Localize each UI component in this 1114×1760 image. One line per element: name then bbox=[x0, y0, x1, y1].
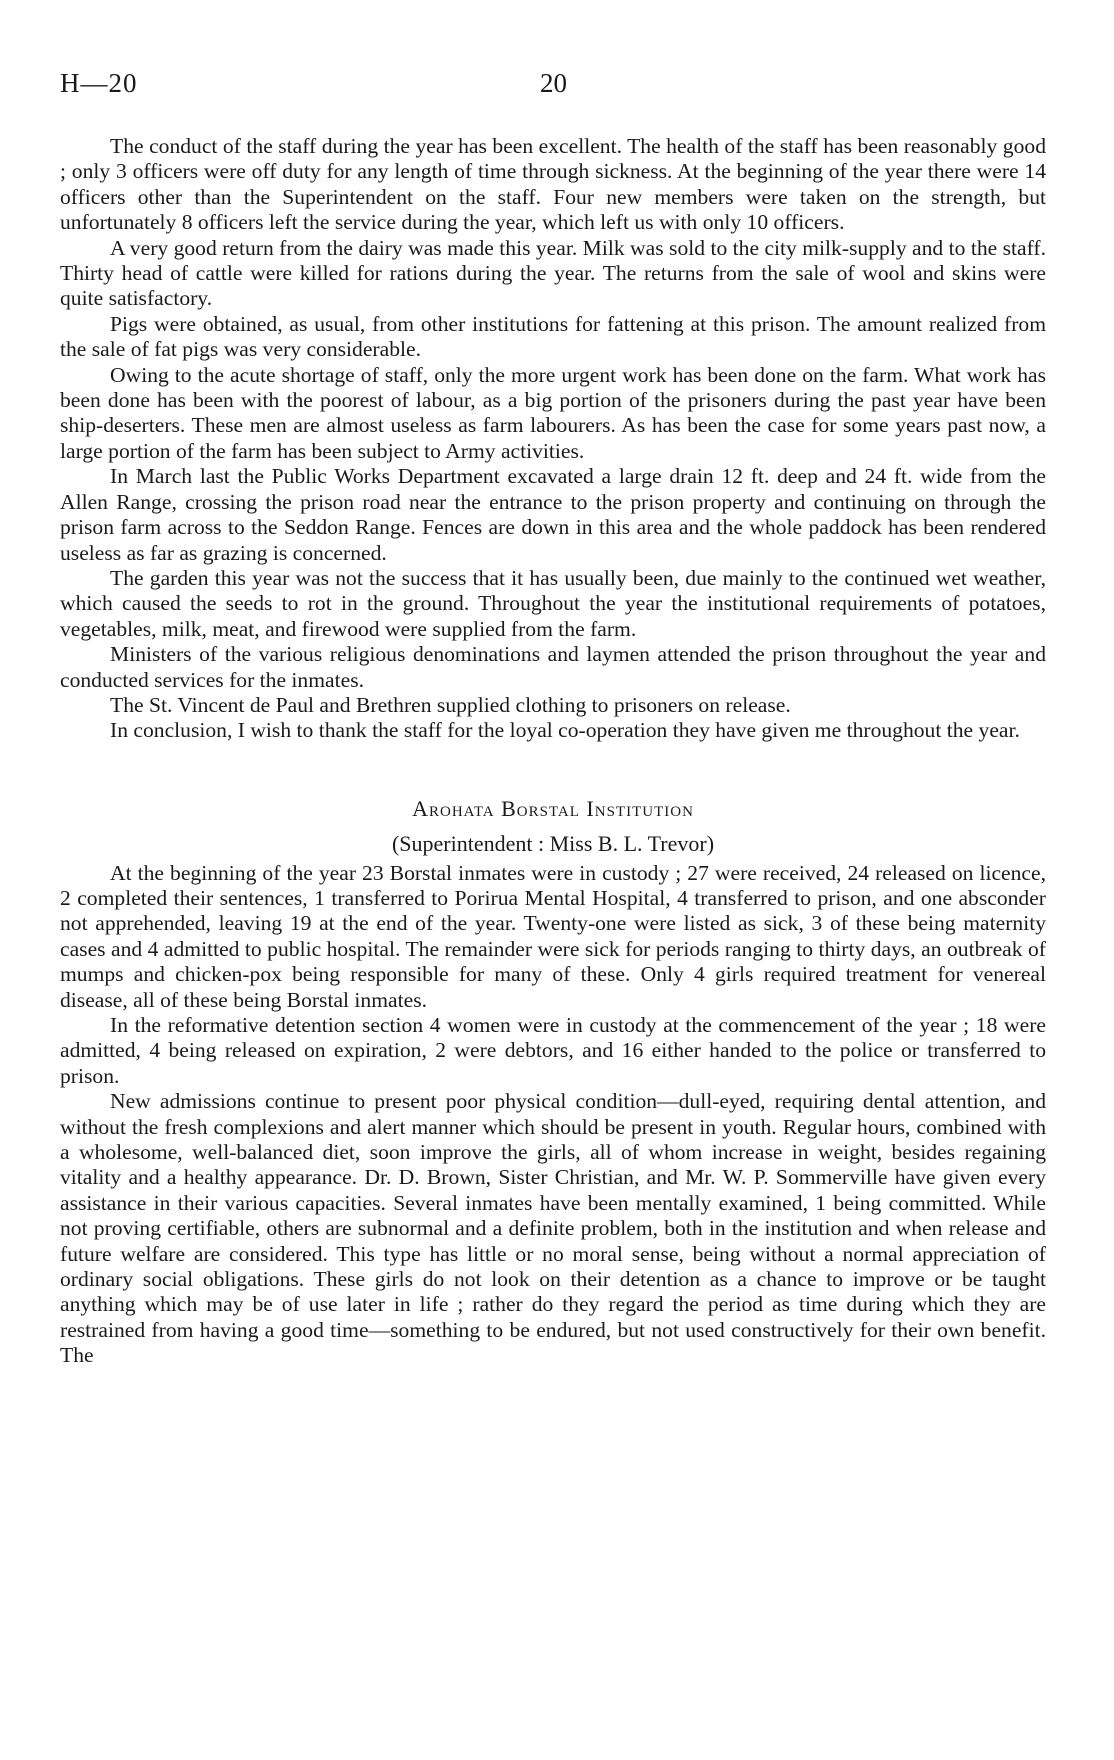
paragraph: In conclusion, I wish to thank the staff for the loyal co-operation they have given me throughout the year. bbox=[110, 718, 1020, 743]
paragraph: The garden this year was not the success that it has usually been, due mainly to the continued wet weather, which caused the seeds to rot in the ground. Throughout the year the institutional requirements of potatoes, vegetables, milk, meat, and firewood were supplied from the farm. bbox=[60, 565, 1046, 641]
paragraph: Pigs were obtained, as usual, from other institutions for fattening at this prison. The amount realized from the sale of fat pigs was very considerable. bbox=[60, 311, 1046, 362]
paragraph: Ministers of the various religious denominations and laymen attended the prison throughout the year and conducted services for the inmates. bbox=[60, 642, 1046, 692]
page-header bbox=[60, 68, 1060, 108]
report-reference: H—20 bbox=[60, 68, 138, 98]
section-heading: Arohata Borstal Institution bbox=[412, 795, 694, 821]
paragraph: In March last the Public Works Department excavated a large drain 12 ft. deep and 24 ft. wide from the Allen Range, crossing the prison road near the entrance to the prison property and continuing on through the prison farm across to the Seddon Range. Fences are down in this area and the whole paddock has been rendered useless as far as grazing is concerned. bbox=[60, 464, 1046, 565]
superintendent-line: (Superintendent : Miss B. L. Trevor) bbox=[391, 831, 715, 857]
paragraph: At the beginning of the year 23 Borstal inmates were in custody ; 27 were received, 24 released on licence, 2 completed their sentences, 1 transferred to Porirua Mental Hospital, 4 transferred to prison, and one absconder not apprehended, leaving 19 at the end of the year. Twenty-one were listed as sick, 3 of these being maternity cases and 4 admitted to public hospital. The remainder were sick for periods ranging to thirty days, an outbreak of mumps and chicken-pox being responsible for many of these. Only 4 girls required treatment for venereal disease, all of these being Borstal inmates. bbox=[60, 860, 1046, 1012]
paragraph: The conduct of the staff during the year has been excellent. The health of the staff has been reasonably good ; only 3 officers were off duty for any length of time through sickness. At the beginning of the year there were 14 officers other than the Superintendent on the staff. Four new members were taken on the strength, but unfortunately 8 officers left the service during the year, which left us with only 10 officers. bbox=[60, 134, 1046, 235]
paragraph: New admissions continue to present poor physical condition—dull-eyed, requiring dental attention, and without the fresh complexions and alert manner which should be present in youth. Regular hours, combined with a wholesome, well-balanced diet, soon improve the girls, all of whom increase in weight, besides regaining vitality and a healthy appearance. Dr. D. Brown, Sister Christian, and Mr. W. P. Sommerville have given every assistance in their various capacities. Several inmates have been mentally examined, 1 being committed. While not proving certifiable, others are subnormal and a definite problem, both in the institution and when release and future welfare are considered. This type has little or no moral sense, being without a normal appreciation of ordinary social obligations. These girls do not look on their detention as a chance to improve or be taught anything which may be of use later in life ; rather do they regard the period as time during which they are restrained from having a good time—something to be endured, but not used constructively for their own benefit. The bbox=[60, 1089, 1046, 1368]
paragraph: In the reformative detention section 4 women were in custody at the commencement of the year ; 18 were admitted, 4 being released on expiration, 2 were debtors, and 16 either handed to the police or transferred to prison. bbox=[60, 1013, 1046, 1088]
paragraph: Owing to the acute shortage of staff, only the more urgent work has been done on the farm. What work has been done has been with the poorest of labour, as a big portion of the prisoners during the past year have been ship-deserters. These men are almost useless as farm labourers. As has been the case for some years past now, a large portion of the farm has been subject to Army activities. bbox=[60, 362, 1046, 463]
body-text bbox=[60, 134, 1046, 1369]
paragraph: The St. Vincent de Paul and Brethren supplied clothing to prisoners on release. bbox=[110, 692, 791, 717]
page-number: 20 bbox=[540, 68, 567, 98]
paragraph: A very good return from the dairy was made this year. Milk was sold to the city milk-supply and to the staff. Thirty head of cattle were killed for rations during the year. The returns from the sale of wool and skins were quite satisfactory. bbox=[60, 235, 1046, 311]
